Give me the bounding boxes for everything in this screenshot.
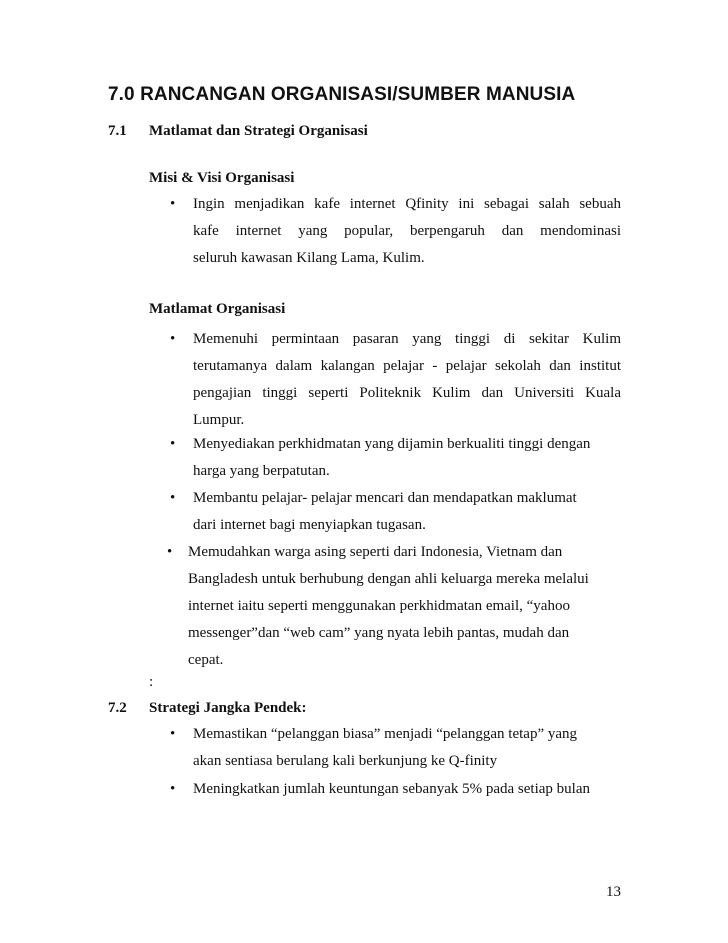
stray-colon: : (149, 674, 154, 690)
section-title-7-1: Matlamat dan Strategi Organisasi (149, 123, 368, 139)
bullet-text: Membantu pelajar- pelajar mencari dan mendapatkan maklumat dari internet bagi menyiapkan tugasan. (193, 490, 577, 533)
section-number-7-2: 7.2 (108, 700, 127, 716)
bullet-icon: • (170, 490, 176, 506)
bullet-icon: • (170, 331, 176, 347)
bullet-icon: • (170, 781, 176, 797)
bullet-icon: • (170, 196, 176, 212)
bullet-text: Memenuhi permintaan pasaran yang tinggi di sekitar Kulim terutamanya dalam kalangan pelajar - pelajar sekolah dan institut pengajian tinggi seperti Politeknik Kulim dan Universiti Kuala Lumpur. (193, 331, 621, 428)
section-title-7-2: Strategi Jangka Pendek: (149, 700, 307, 716)
bullet-icon: • (170, 726, 176, 742)
subtitle-matlamat: Matlamat Organisasi (149, 301, 286, 317)
bullet-text: Memastikan “pelanggan biasa” menjadi “pelanggan tetap” yang akan sentiasa berulang kali berkunjung ke Q-finity (193, 726, 578, 769)
section-number-7-1: 7.1 (108, 123, 127, 139)
page-title: 7.0 RANCANGAN ORGANISASI/SUMBER MANUSIA (108, 84, 576, 105)
subtitle-misi-visi: Misi & Visi Organisasi (149, 170, 295, 186)
bullet-text: Ingin menjadikan kafe internet Qfinity ini sebagai salah sebuah kafe internet yang popular, berpengaruh dan mendominasi seluruh kawasan Kilang Lama, Kulim. (193, 196, 621, 266)
bullet-icon: • (170, 436, 176, 452)
bullet-icon: • (167, 544, 173, 560)
page-number: 13 (606, 884, 621, 900)
bullet-text: Meningkatkan jumlah keuntungan sebanyak 5% pada setiap bulan (193, 781, 590, 797)
bullet-text: Memudahkan warga asing seperti dari Indonesia, Vietnam dan Bangladesh untuk berhubung dengan ahli keluarga mereka melalui internet iaitu seperti menggunakan perkhidmatan email, “yahoo messenger”dan “web cam” yang nyata lebih pantas, mudah dan cepat. (188, 544, 589, 668)
bullet-text: Menyediakan perkhidmatan yang dijamin berkualiti tinggi dengan harga yang berpatutan. (193, 436, 591, 479)
